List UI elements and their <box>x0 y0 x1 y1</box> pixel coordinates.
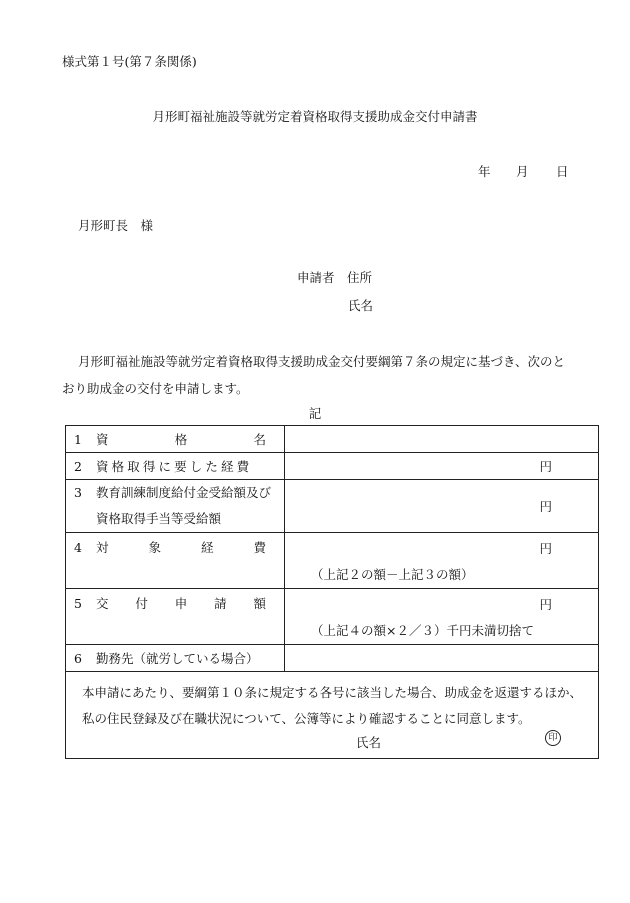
workplace-field[interactable] <box>285 645 599 672</box>
grant-amount-label: 5 交 付 申 請 額 <box>66 589 285 645</box>
consent-cell <box>66 672 599 759</box>
table-row <box>66 533 599 589</box>
consent-text: 本申請にあたり、要綱第１０条に規定する各号に該当した場合、助成金を返還するほか、私の住民登録及び在職状況について、公簿等により確認することに同意します。 <box>82 685 583 726</box>
addressee: 月形町長 様 <box>78 218 154 233</box>
applicant-name-label: 氏名 <box>348 298 374 313</box>
statement-line-2: おり助成金の交付を申請します。 <box>62 381 249 396</box>
application-table <box>65 425 599 759</box>
qualification-name-label: 1 資 格 名 <box>66 426 285 453</box>
statement-line-1: 月形町福祉施設等就労定着資格取得支援助成金交付要綱第７条の規定に基づき、次のと <box>78 354 566 369</box>
date-year-label: 年 <box>478 164 491 179</box>
yen-unit: 円 <box>539 499 552 514</box>
qualification-cost-field[interactable] <box>285 453 599 480</box>
eligible-cost-label: 4 対 象 経 費 <box>66 533 285 589</box>
application-statement <box>62 348 582 402</box>
table-row <box>66 480 599 533</box>
table-row <box>66 672 599 759</box>
ki-heading: 記 <box>308 406 322 421</box>
benefit-amount-field[interactable] <box>285 480 599 533</box>
qualification-cost-label: 2 資格取得に要した経費 <box>66 453 285 480</box>
yen-unit: 円 <box>539 597 552 612</box>
applicant-address-label: 申請者 住所 <box>297 270 373 285</box>
qualification-name-field[interactable] <box>285 426 599 453</box>
table-row <box>66 453 599 480</box>
date-day-label: 日 <box>556 164 569 179</box>
grant-amount-field[interactable] <box>285 589 599 645</box>
table-row <box>66 645 599 672</box>
table-row <box>66 426 599 453</box>
seal-mark-icon: 印 <box>545 730 561 746</box>
eligible-cost-field[interactable] <box>285 533 599 589</box>
benefit-amount-label: 3 教育訓練制度給付金受給額及び 資格取得手当等受給額 <box>66 480 285 533</box>
eligible-cost-note: （上記２の額－上記３の額） <box>311 567 474 582</box>
signature-name-label: 氏名 <box>356 735 382 750</box>
workplace-label: 6 勤務先（就労している場合） <box>66 645 285 672</box>
table-row <box>66 589 599 645</box>
grant-amount-note: （上記４の額×２／３）千円未満切捨て <box>311 623 534 638</box>
document-title: 月形町福祉施設等就労定着資格取得支援助成金交付申請書 <box>152 109 478 124</box>
date-month-label: 月 <box>516 164 529 179</box>
yen-unit: 円 <box>539 459 552 474</box>
form-number: 様式第１号(第７条関係) <box>62 54 197 69</box>
yen-unit: 円 <box>539 541 552 556</box>
